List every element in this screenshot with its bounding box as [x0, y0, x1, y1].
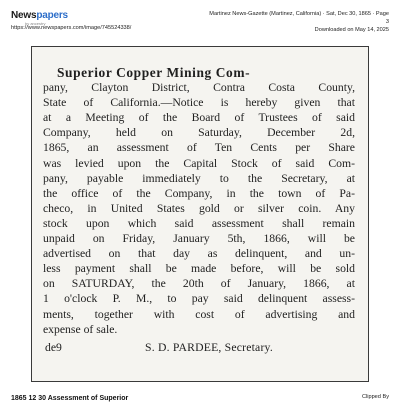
- source-info: [159, 10, 389, 35]
- clipping-title: 1865 12 30 Assessment of Superior: [11, 395, 129, 402]
- signature-line: [43, 340, 355, 357]
- clipping-line: expense of sale.: [43, 322, 118, 336]
- clipping-line: checo, in United States gold or silver coin. Any: [43, 201, 355, 215]
- image-url[interactable]: https://www.newspapers.com/image/745524338/: [11, 25, 132, 31]
- clipping-line: on SATURDAY, the 20th of January, 1866, at: [43, 277, 355, 291]
- clipping-line: ments, together with cost of advertising and: [43, 307, 355, 321]
- signature-name: S. D. PARDEE, Secretary.: [145, 340, 273, 354]
- page-number: 3: [385, 19, 389, 26]
- clipping-line: 1 o'clock P. M., to pay said delinquent assess-: [43, 292, 355, 306]
- clipping-line: State of California.—Notice is hereby given that: [43, 96, 355, 110]
- source-line: [159, 10, 389, 18]
- clipping-text: [43, 65, 355, 357]
- clipped-by-label: Clipped By: [361, 394, 389, 400]
- signature-code: de9: [45, 340, 62, 354]
- clipping-line: advertised on that day as delinquent, and un-: [43, 247, 355, 261]
- clipping-line: the office of the Company, in the town of Pa-: [43, 186, 355, 200]
- newspapers-logo[interactable]: [11, 10, 71, 26]
- logo-main-text: News: [11, 10, 37, 21]
- logo-accent-text: papers: [36, 10, 68, 21]
- clipping-line: pany, payable immediately to the Secretary, at: [43, 171, 355, 185]
- source-text: Martinez News-Gazette (Martinez, California) · Sat, Dec 30, 1865 · Page: [209, 11, 389, 17]
- clipping-line: pany, Clayton District, Contra Costa County,: [43, 81, 355, 95]
- clipping-line: Company, held on Saturday, December 2d,: [43, 126, 355, 140]
- clipping-line: stock upon which said assessment shall remain: [43, 216, 355, 230]
- logo-wordmark: [11, 10, 71, 21]
- clipping-line: unpaid on Friday, January 5th, 1866, will be: [43, 232, 355, 246]
- clipping-line: was levied upon the Capital Stock of said Com-: [43, 156, 355, 170]
- download-date: Downloaded on May 14, 2025: [314, 27, 389, 34]
- clipping-line: less payment shall be made before, will be sold: [43, 262, 355, 276]
- logo-subtext: by ancestry: [25, 21, 46, 26]
- newspaper-clipping: [31, 46, 369, 382]
- clipping-line: at a Meeting of the Board of Trustees of said: [43, 111, 355, 125]
- clipping-heading: Superior Copper Mining Com-: [57, 65, 251, 80]
- clipping-line: 1865, an assessment of Ten Cents per Share: [43, 141, 355, 155]
